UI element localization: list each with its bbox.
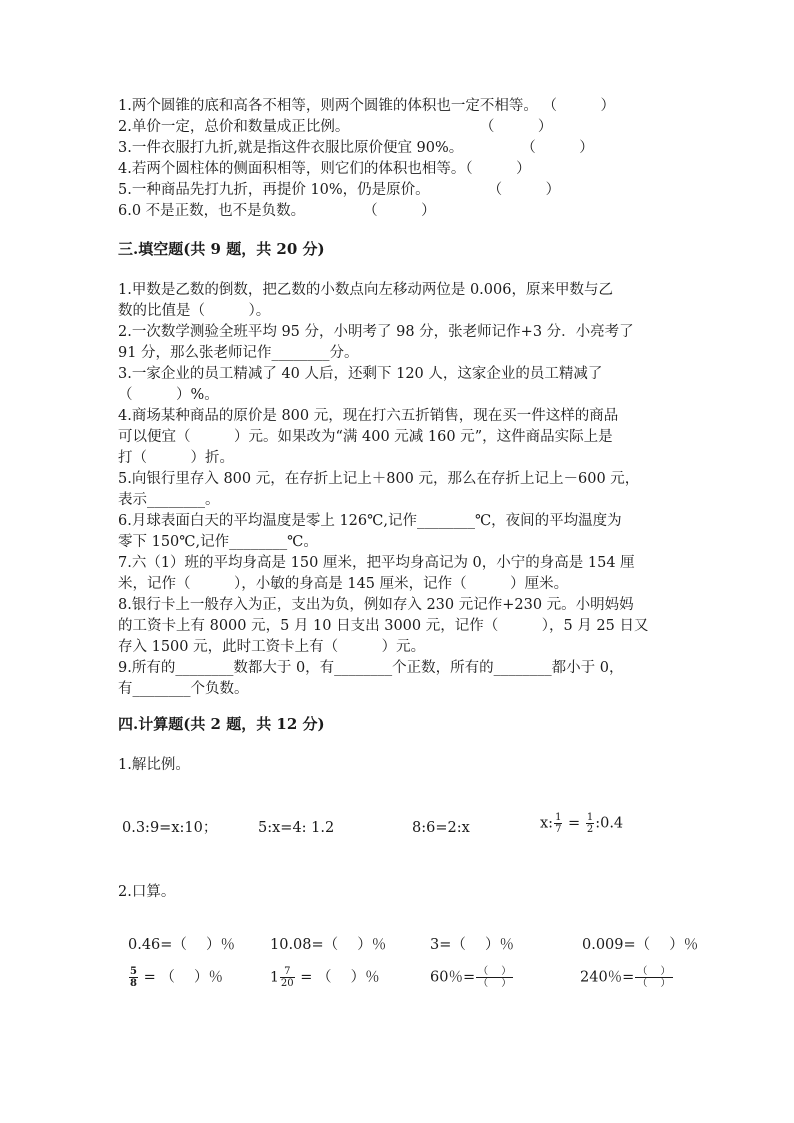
fraction [280, 966, 295, 989]
fraction-denominator: 8 [130, 978, 137, 989]
proportion-1: 0.3:9=x:10； [122, 820, 218, 836]
answer-fraction [476, 966, 513, 989]
fill-line: 4.商场某种商品的原价是 800 元，现在打六五折销售，现在买一件这样的商品 [118, 408, 619, 424]
fill-line: 数的比值是（ ）。 [118, 303, 271, 319]
fraction [586, 812, 594, 835]
fill-line: 91 分，那么张老师记作________分。 [118, 345, 359, 361]
fraction-numerator: （ ） [637, 966, 671, 977]
fill-line: 1.甲数是乙数的倒数，把乙数的小数点向左移动两位是 0.006，原来甲数与乙 [118, 282, 613, 298]
fill-line: 有________个负数。 [118, 681, 249, 697]
fraction-numerator: 5 [130, 966, 137, 977]
judge-item-3: 3.一件衣服打九折,就是指这件衣服比原价便宜 90%。 （ ） [118, 140, 594, 156]
equals-sign: = [563, 815, 585, 832]
mental-item: 3=（ ）％ [430, 937, 514, 953]
mental-item: 0.46=（ ）％ [128, 937, 236, 953]
mental-item [270, 966, 380, 989]
fill-line: 打（ ）折。 [118, 450, 234, 466]
mental-item [128, 966, 223, 989]
proportion-2: 5:x=4: 1.2 [258, 820, 335, 836]
judge-item-1: 1.两个圆锥的底和高各不相等，则两个圆锥的体积也一定不相等。 （ ） [118, 98, 615, 114]
fraction-numerator: （ ） [478, 966, 512, 977]
fill-line: 6.月球表面白天的平均温度是零上 126℃,记作________℃，夜间的平均温度为 [118, 513, 622, 529]
fill-line: 3.一家企业的员工精减了 40 人后，还剩下 120 人，这家企业的员工精减了 [118, 366, 603, 382]
fill-line: 7.六（1）班的平均身高是 150 厘米，把平均身高记为 0，小宁的身高是 154 厘 [118, 555, 635, 571]
mental-head: 240％= [580, 969, 635, 986]
fill-line: 5.向银行里存入 800 元，在存折上记上＋800 元，那么在存折上记上－600 元， [118, 471, 640, 487]
judge-item-5: 5.一种商品先打九折，再提价 10%，仍是原价。 （ ） [118, 182, 561, 198]
fill-line: 2.一次数学测验全班平均 95 分，小明考了 98 分，张老师记作+3 分．小亮考了 [118, 324, 634, 340]
fraction-numerator: 1 [555, 812, 562, 823]
mental-item [430, 966, 514, 989]
fill-line: 8.银行卡上一般存入为正，支出为负，例如存入 230 元记作+230 元。小明妈妈 [118, 597, 634, 613]
fill-line: 表示________。 [118, 492, 220, 508]
fraction-denominator: （ ） [637, 978, 671, 989]
fill-line: 米，记作（ ），小敏的身高是 145 厘米，记作（ ）厘米。 [118, 576, 569, 592]
calc-section-heading: 四.计算题(共 2 题，共 12 分) [118, 715, 325, 733]
fill-line: 存入 1500 元，此时工资卡上有（ ）元。 [118, 639, 426, 655]
fill-line: 的工资卡上有 8000 元，5 月 10 日支出 3000 元，记作（ ），5 月 25 日又 [118, 618, 649, 634]
mental-item: 10.08=（ ）％ [270, 937, 387, 953]
judge-item-2: 2.单价一定，总价和数量成正比例。 （ ） [118, 119, 553, 135]
fraction-denominator: （ ） [478, 978, 512, 989]
calc-question-2-label: 2.口算。 [118, 884, 176, 900]
fill-line: 9.所有的________数都大于 0，有________个正数，所有的________都小于 0， [118, 660, 624, 676]
fill-line: （ ）%。 [118, 387, 219, 403]
fraction-numerator: 7 [280, 966, 295, 978]
proportion-4 [540, 812, 623, 835]
fill-section-heading: 三.填空题(共 9 题，共 20 分) [118, 240, 325, 258]
answer-fraction [635, 966, 672, 989]
mental-item: 0.009=（ ）％ [582, 937, 699, 953]
mental-item [580, 966, 674, 989]
mental-tail: = （ ）％ [138, 969, 223, 986]
fraction [554, 812, 562, 835]
judge-item-6: 6.0 不是正数，也不是负数。 （ ） [118, 203, 436, 219]
judge-item-4: 4.若两个圆柱体的侧面积相等，则它们的体积也相等。（ ） [118, 161, 531, 177]
proportion-3: 8:6=2:x [412, 820, 470, 836]
mental-tail: = （ ）％ [295, 969, 380, 986]
fraction-denominator: 2 [586, 824, 594, 835]
proportion-4-tail: :0.4 [595, 815, 624, 832]
mixed-number-whole: 1 [270, 969, 279, 986]
fill-line: 可以便宜（ ）元。如果改为“满 400 元减 160 元”，这件商品实际上是 [118, 429, 613, 445]
calc-question-1-label: 1.解比例。 [118, 757, 190, 773]
fraction-numerator: 1 [586, 812, 594, 823]
fraction-denominator: 20 [280, 978, 294, 989]
proportion-4-lead: x: [540, 815, 554, 832]
fraction [129, 966, 138, 989]
fill-line: 零下 150℃,记作________℃。 [118, 534, 318, 550]
fraction-denominator: 7 [555, 824, 562, 835]
mental-head: 60％= [430, 969, 476, 986]
